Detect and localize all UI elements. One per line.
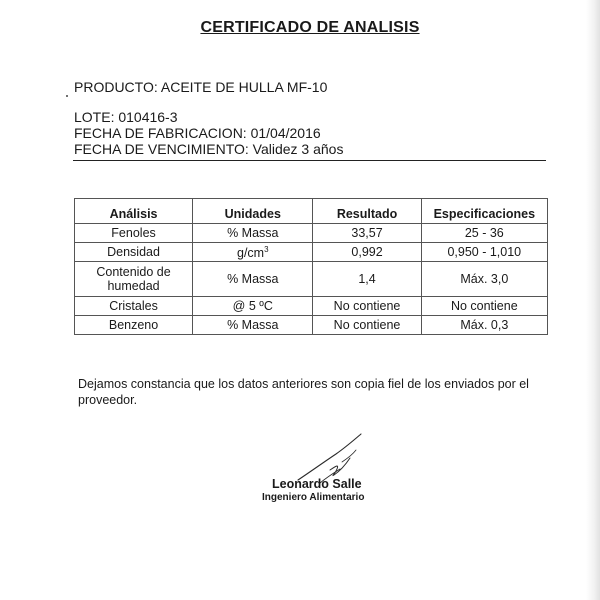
cell-resultado: No contiene: [313, 316, 421, 335]
cell-analisis: Densidad: [75, 243, 193, 262]
manufacture-date-line: FECHA DE FABRICACION: 01/04/2016: [74, 125, 321, 141]
cell-analisis-line1: Contenido de: [96, 265, 171, 279]
cell-especificaciones: 25 - 36: [421, 224, 547, 243]
cell-analisis: Benzeno: [75, 316, 193, 335]
table-row: [75, 316, 548, 335]
cell-resultado: 33,57: [313, 224, 421, 243]
cell-unidades: % Massa: [193, 224, 313, 243]
analysis-table: [74, 198, 548, 335]
table-header-row: [75, 199, 548, 224]
lot-line: LOTE: 010416-3: [74, 109, 178, 125]
cell-analisis: Cristales: [75, 297, 193, 316]
header-divider: [73, 160, 546, 161]
header-especificaciones: Especificaciones: [421, 199, 547, 224]
unit-superscript: 3: [264, 245, 269, 255]
cell-unidades: [193, 243, 313, 262]
table-row: [75, 243, 548, 262]
cell-analisis-line2: humedad: [107, 279, 160, 293]
cell-unidades: % Massa: [193, 316, 313, 335]
cell-resultado: 0,992: [313, 243, 421, 262]
cell-especificaciones: Máx. 0,3: [421, 316, 547, 335]
cell-especificaciones: 0,950 - 1,010: [421, 243, 547, 262]
cell-analisis: Fenoles: [75, 224, 193, 243]
signatory-name: Leonardo Salle: [272, 477, 362, 491]
cell-resultado: No contiene: [313, 297, 421, 316]
product-line: PRODUCTO: ACEITE DE HULLA MF-10: [74, 79, 328, 95]
table-row: [75, 262, 548, 297]
expiry-line: FECHA DE VENCIMIENTO: Validez 3 años: [74, 141, 344, 157]
unit-text: g/cm: [237, 246, 265, 261]
cell-analisis: [75, 262, 193, 297]
cell-unidades: % Massa: [193, 262, 313, 297]
cell-especificaciones: No contiene: [421, 297, 547, 316]
attestation-note: Dejamos constancia que los datos anteriores son copia fiel de los enviados por el proveedor.: [78, 377, 529, 407]
stray-ink-dot: [66, 95, 68, 97]
document-title: CERTIFICADO DE ANALISIS: [200, 19, 420, 36]
table-row: [75, 297, 548, 316]
table-row: [75, 224, 548, 243]
signatory-role: Ingeniero Alimentario: [262, 492, 365, 503]
header-analisis: Análisis: [75, 199, 193, 224]
scan-edge-shadow: [586, 0, 600, 600]
cell-unidades: @ 5 ºC: [193, 297, 313, 316]
header-unidades: Unidades: [193, 199, 313, 224]
cell-resultado: 1,4: [313, 262, 421, 297]
cell-especificaciones: Máx. 3,0: [421, 262, 547, 297]
header-resultado: Resultado: [313, 199, 421, 224]
